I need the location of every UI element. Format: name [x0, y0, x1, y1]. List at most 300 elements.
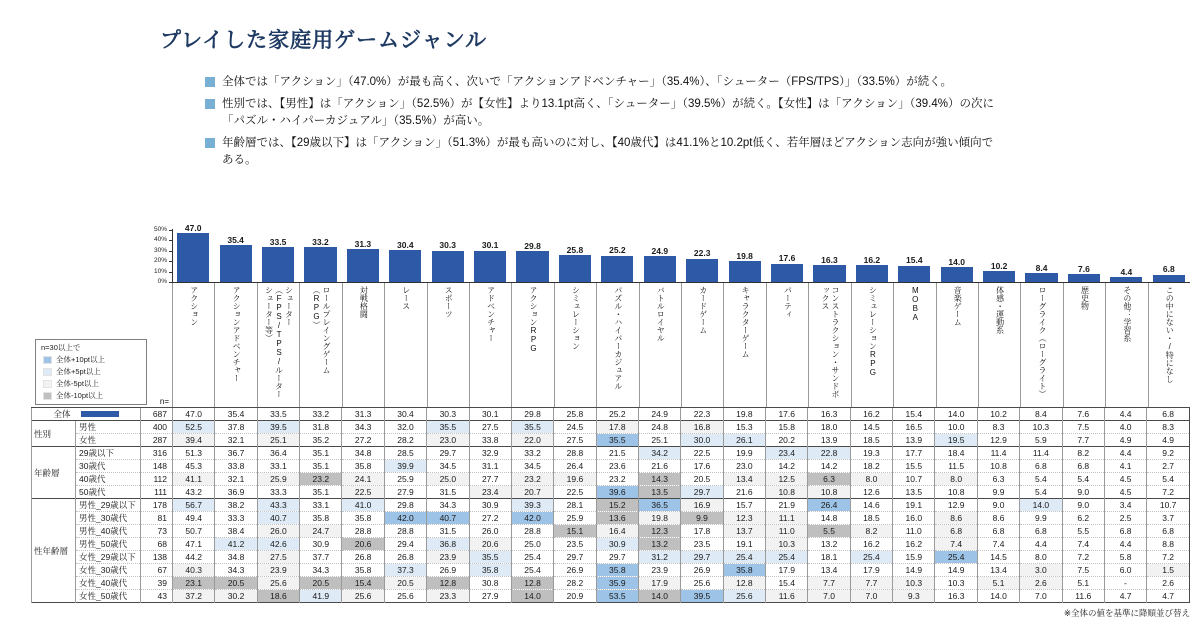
value-cell: 24.5: [554, 421, 596, 434]
n-cell: 111: [141, 486, 173, 499]
table-row: [32, 551, 1190, 564]
value-cell: 17.9: [638, 577, 680, 590]
bar-cell: [214, 220, 256, 283]
value-cell: 29.4: [384, 538, 426, 551]
value-cell: 2.7: [1147, 460, 1190, 473]
value-cell: 23.1: [173, 577, 215, 590]
value-cell: 6.0: [1104, 564, 1146, 577]
value-cell: 34.2: [638, 447, 680, 460]
value-cell: 2.6: [1147, 577, 1190, 590]
value-cell: 19.1: [893, 499, 935, 512]
value-cell: 20.9: [554, 590, 596, 603]
value-cell: 11.4: [977, 447, 1019, 460]
value-cell: 4.4: [1020, 538, 1062, 551]
value-cell: 13.5: [893, 486, 935, 499]
value-cell: 42.0: [511, 512, 553, 525]
value-cell: 12.3: [638, 525, 680, 538]
value-cell: 28.2: [554, 577, 596, 590]
value-cell: 16.8: [681, 421, 723, 434]
value-cell: 34.3: [215, 564, 257, 577]
bar: [262, 247, 294, 282]
value-cell: 5.4: [1147, 473, 1190, 486]
value-cell: 26.0: [257, 525, 299, 538]
bar-value-label: 19.8: [736, 250, 753, 261]
value-cell: 2.5: [1104, 512, 1146, 525]
bar-value-label: 33.5: [269, 236, 287, 247]
segment-label-cell: 30歳代: [76, 460, 141, 473]
bar-value-label: 30.4: [397, 239, 414, 250]
value-cell: 4.9: [1147, 434, 1190, 447]
table-row: [32, 590, 1190, 603]
value-cell: 5.8: [1104, 551, 1146, 564]
value-cell: 35.8: [300, 512, 342, 525]
bar-cell: [936, 220, 978, 283]
value-cell: 50.7: [173, 525, 215, 538]
value-cell: 11.4: [1020, 447, 1062, 460]
value-cell: 36.8: [427, 538, 469, 551]
value-cell: 11.0: [766, 525, 808, 538]
category-cell: [554, 283, 596, 407]
n-cell: 68: [141, 538, 173, 551]
bar-value-label: 31.3: [354, 238, 372, 249]
bar-value-label: 47.0: [184, 222, 202, 233]
value-cell: 25.4: [850, 551, 892, 564]
value-cell: 35.1: [300, 460, 342, 473]
value-cell: 4.4: [1104, 538, 1146, 551]
value-cell: 14.9: [893, 564, 935, 577]
breakdown-table: [31, 407, 1190, 603]
value-cell: 26.1: [723, 434, 765, 447]
bar-value-label: 22.3: [693, 248, 711, 259]
bar: [177, 233, 209, 282]
value-cell: 10.8: [977, 460, 1019, 473]
category-left-area: [31, 283, 172, 407]
bar-cell: [596, 220, 638, 283]
value-cell: 7.5: [1062, 421, 1104, 434]
value-cell: 29.7: [427, 447, 469, 460]
bullet-square-icon: [205, 77, 215, 87]
y-axis-line: [172, 229, 173, 282]
value-cell: 30.8: [469, 577, 511, 590]
value-cell: 33.8: [215, 460, 257, 473]
value-cell: 4.7: [1104, 590, 1146, 603]
value-cell: 40.7: [427, 512, 469, 525]
value-cell: 7.4: [977, 538, 1019, 551]
legend-item-label: 全体+5pt以上: [56, 367, 101, 376]
page-title: プレイした家庭用ゲームジャンル: [160, 29, 488, 52]
value-cell: 26.8: [384, 551, 426, 564]
value-cell: 14.2: [766, 460, 808, 473]
value-cell: 37.2: [173, 590, 215, 603]
value-cell: 35.8: [469, 564, 511, 577]
n-cell: 148: [141, 460, 173, 473]
category-cell: [384, 283, 426, 407]
bar-value-label: 4.4: [1120, 266, 1133, 277]
value-cell: 33.1: [257, 460, 299, 473]
bar: [686, 259, 718, 282]
value-cell: 9.3: [893, 590, 935, 603]
value-cell: 4.7: [1147, 590, 1190, 603]
category-label: レース: [401, 286, 411, 310]
value-cell: 20.7: [511, 486, 553, 499]
value-cell: 8.0: [935, 473, 977, 486]
value-cell: 25.4: [511, 551, 553, 564]
legend-item-label: 全体-5pt以上: [56, 379, 99, 388]
value-cell: 25.1: [638, 434, 680, 447]
value-cell: 45.3: [173, 460, 215, 473]
category-label: パーティ: [783, 286, 793, 318]
value-cell: 24.1: [342, 473, 384, 486]
value-cell: 14.0: [511, 590, 553, 603]
bar-cell: [1020, 220, 1062, 283]
value-cell: 15.1: [554, 525, 596, 538]
value-cell: 53.5: [596, 590, 638, 603]
value-cell: 7.2: [1147, 486, 1190, 499]
value-cell: 29.7: [596, 551, 638, 564]
category-cell: [639, 283, 681, 407]
category-cell: [1063, 283, 1105, 407]
value-cell: 9.0: [977, 499, 1019, 512]
segment-label-cell: 男性_29歳以下: [76, 499, 141, 512]
value-cell: 10.8: [766, 486, 808, 499]
value-cell: 8.2: [850, 525, 892, 538]
value-cell: 6.2: [1062, 512, 1104, 525]
n-cell: 687: [141, 408, 173, 421]
bar-cell: [1148, 220, 1190, 283]
value-cell: 5.5: [808, 525, 850, 538]
bar-value-label: 24.9: [651, 245, 669, 256]
category-label: ロールプレイングゲーム（RPG）: [311, 286, 331, 374]
table-row: [32, 564, 1190, 577]
bar-cell: [978, 220, 1020, 283]
n-cell: 43: [141, 590, 173, 603]
value-cell: 25.0: [427, 473, 469, 486]
value-cell: 15.8: [766, 421, 808, 434]
value-cell: 14.6: [850, 499, 892, 512]
value-cell: 14.2: [808, 460, 850, 473]
value-cell: 39.4: [173, 434, 215, 447]
value-cell: 6.3: [977, 473, 1019, 486]
value-cell: 15.3: [723, 421, 765, 434]
category-cell: [469, 283, 511, 407]
bullet-square-icon: [205, 138, 215, 148]
bar: [856, 265, 888, 282]
bar: [898, 266, 930, 282]
value-cell: 23.2: [596, 473, 638, 486]
value-cell: 23.0: [723, 460, 765, 473]
value-cell: 7.2: [1062, 551, 1104, 564]
category-label: バトルロイヤル: [656, 286, 666, 342]
value-cell: 20.6: [342, 538, 384, 551]
bullet-text: 年齢層では、【29歳以下】は「アクション」（51.3%）が最も高いのに対し、【40歳代】は41.1%と10.2pt低く、若年層ほどアクション志向が強い傾向である。: [222, 137, 994, 167]
value-cell: 47.0: [173, 408, 215, 421]
bar: [432, 251, 464, 283]
category-label: シューター（FPS/TPS/ルーターシューター等）: [264, 286, 294, 398]
value-cell: 18.5: [850, 434, 892, 447]
bar: [1025, 273, 1057, 282]
value-cell: 21.6: [723, 486, 765, 499]
bullet-item: [205, 96, 1000, 130]
value-cell: 35.4: [215, 408, 257, 421]
value-cell: 6.8: [935, 525, 977, 538]
value-cell: 26.0: [469, 525, 511, 538]
value-cell: 33.3: [257, 486, 299, 499]
value-cell: 6.8: [1104, 525, 1146, 538]
value-cell: 27.2: [469, 512, 511, 525]
value-cell: 25.8: [554, 408, 596, 421]
value-cell: 14.0: [638, 590, 680, 603]
value-cell: 35.8: [342, 564, 384, 577]
value-cell: 27.2: [342, 434, 384, 447]
value-cell: 27.5: [469, 421, 511, 434]
highlight-legend: [35, 339, 147, 405]
category-label: 歴史物: [1080, 286, 1090, 310]
value-cell: 1.5: [1147, 564, 1190, 577]
n-cell: 316: [141, 447, 173, 460]
value-cell: 10.7: [1147, 499, 1190, 512]
table-row: [32, 460, 1190, 473]
bar: [1153, 275, 1185, 282]
value-cell: 7.4: [1062, 538, 1104, 551]
value-cell: 12.9: [935, 499, 977, 512]
value-cell: 32.1: [215, 473, 257, 486]
table-row: [32, 499, 1190, 512]
value-cell: 25.4: [766, 551, 808, 564]
bullet-text: 全体では「アクション」（47.0%）が最も高く、次いで「アクションアドベンチャー」（35.4%）、「シューター（FPS/TPS）」（33.5%）が続く。: [222, 76, 953, 88]
bar-value-label: 16.2: [863, 254, 881, 265]
category-label: アクションRPG: [529, 286, 539, 353]
value-cell: 9.2: [1147, 447, 1190, 460]
value-cell: 11.1: [766, 512, 808, 525]
value-cell: 5.4: [1062, 473, 1104, 486]
value-cell: 26.8: [342, 551, 384, 564]
legend-item: [41, 390, 141, 401]
value-cell: 38.2: [215, 499, 257, 512]
value-cell: 12.6: [850, 486, 892, 499]
value-cell: 15.4: [342, 577, 384, 590]
value-cell: 7.0: [1020, 590, 1062, 603]
value-cell: 25.4: [723, 551, 765, 564]
value-cell: 17.8: [681, 525, 723, 538]
value-cell: 36.4: [257, 447, 299, 460]
category-label: この中にない・/特になし: [1165, 286, 1175, 383]
legend-item: [41, 378, 141, 389]
value-cell: 10.0: [935, 421, 977, 434]
value-cell: 19.1: [723, 538, 765, 551]
value-cell: 4.4: [1104, 447, 1146, 460]
value-cell: 4.1: [1104, 460, 1146, 473]
bar-value-label: 30.1: [481, 240, 499, 251]
group-label-cell: 性別: [32, 421, 76, 447]
value-cell: 21.5: [596, 447, 638, 460]
value-cell: 35.5: [511, 421, 553, 434]
value-cell: 10.3: [893, 577, 935, 590]
legend-color-swatch: [43, 380, 52, 388]
legend-title: n=30以上で: [41, 343, 81, 352]
value-cell: 26.9: [427, 564, 469, 577]
value-cell: 27.9: [469, 590, 511, 603]
value-cell: 10.7: [893, 473, 935, 486]
value-cell: 15.2: [596, 499, 638, 512]
value-cell: 16.0: [893, 512, 935, 525]
value-cell: 16.4: [596, 525, 638, 538]
value-cell: 39.6: [596, 486, 638, 499]
value-cell: 27.7: [469, 473, 511, 486]
value-cell: 5.5: [1062, 525, 1104, 538]
category-label: 体感・運動系: [995, 286, 1005, 334]
category-cell: [766, 283, 808, 407]
value-cell: 39.3: [511, 499, 553, 512]
value-cell: 33.3: [215, 512, 257, 525]
value-cell: 22.8: [808, 447, 850, 460]
value-cell: 34.8: [342, 447, 384, 460]
value-cell: 32.9: [469, 447, 511, 460]
bar-cell: [639, 220, 681, 283]
value-cell: 20.5: [300, 577, 342, 590]
category-cell: [851, 283, 893, 407]
value-cell: 28.8: [384, 525, 426, 538]
overall-label: 全体: [53, 409, 71, 419]
category-label: コンストラクション・サンドボックス: [820, 286, 840, 398]
value-cell: 31.1: [469, 460, 511, 473]
value-cell: 35.8: [342, 460, 384, 473]
value-cell: 35.5: [596, 434, 638, 447]
value-cell: 25.6: [342, 590, 384, 603]
value-cell: 38.4: [215, 525, 257, 538]
value-cell: 33.5: [257, 408, 299, 421]
value-cell: 7.0: [850, 590, 892, 603]
value-cell: 49.4: [173, 512, 215, 525]
bar-value-label: 29.8: [524, 240, 541, 251]
table-row: [32, 434, 1190, 447]
value-cell: 7.2: [1147, 551, 1190, 564]
value-cell: 29.7: [681, 486, 723, 499]
bar: [941, 267, 973, 282]
value-cell: 6.3: [808, 473, 850, 486]
value-cell: 40.7: [257, 512, 299, 525]
bar-cell: [681, 220, 723, 283]
value-cell: 34.3: [342, 421, 384, 434]
category-cell: [808, 283, 850, 407]
value-cell: 18.1: [808, 551, 850, 564]
y-tick-label: 30%: [153, 246, 167, 254]
bar-cell: [808, 220, 850, 283]
value-cell: 7.7: [1062, 434, 1104, 447]
legend-items: [41, 354, 141, 401]
value-cell: 5.1: [977, 577, 1019, 590]
category-label: パズル・ハイパーカジュアル: [613, 286, 623, 390]
value-cell: 10.8: [935, 486, 977, 499]
bar: [220, 245, 252, 282]
value-cell: 42.6: [257, 538, 299, 551]
value-cell: 13.4: [977, 564, 1019, 577]
n-cell: 138: [141, 551, 173, 564]
value-cell: 18.0: [808, 421, 850, 434]
value-cell: 24.9: [638, 408, 680, 421]
value-cell: 9.0: [1062, 499, 1104, 512]
value-cell: 13.9: [893, 434, 935, 447]
value-cell: 7.7: [808, 577, 850, 590]
value-cell: 18.4: [935, 447, 977, 460]
value-cell: 34.3: [300, 564, 342, 577]
value-cell: 6.8: [977, 525, 1019, 538]
bar-value-label: 14.0: [948, 256, 965, 267]
category-cell: [936, 283, 978, 407]
value-cell: 23.9: [638, 564, 680, 577]
bar-value-label: 35.4: [227, 234, 244, 245]
value-cell: 30.9: [596, 538, 638, 551]
value-cell: 2.6: [1020, 577, 1062, 590]
value-cell: 11.0: [893, 525, 935, 538]
segment-label-cell: 男性_50歳代: [76, 538, 141, 551]
bar-cell: [299, 220, 341, 283]
category-label: シミュレーションRPG: [868, 286, 878, 377]
value-cell: 34.8: [215, 551, 257, 564]
category-cell: [511, 283, 553, 407]
bar-cell: [1105, 220, 1147, 283]
value-cell: 25.6: [681, 577, 723, 590]
legend-item-label: 全体-10pt以上: [56, 391, 104, 400]
value-cell: 31.5: [427, 525, 469, 538]
value-cell: 10.8: [808, 486, 850, 499]
value-cell: 12.9: [977, 434, 1019, 447]
value-cell: 28.5: [384, 447, 426, 460]
value-cell: 8.2: [1062, 447, 1104, 460]
bar: [729, 261, 761, 282]
value-cell: 14.5: [850, 421, 892, 434]
value-cell: 11.5: [935, 460, 977, 473]
value-cell: 25.0: [511, 538, 553, 551]
bar-value-label: 25.2: [609, 245, 626, 256]
value-cell: 4.5: [1104, 486, 1146, 499]
value-cell: 13.4: [723, 473, 765, 486]
value-cell: 16.2: [850, 408, 892, 421]
value-cell: 43.3: [257, 499, 299, 512]
value-cell: 29.7: [681, 551, 723, 564]
table-row: [32, 473, 1190, 486]
n-cell: 81: [141, 512, 173, 525]
value-cell: 13.5: [638, 486, 680, 499]
chart-left-spacer: [31, 220, 140, 283]
value-cell: 16.9: [681, 499, 723, 512]
n-cell: 73: [141, 525, 173, 538]
bar-value-label: 17.6: [778, 253, 796, 264]
value-cell: 12.8: [427, 577, 469, 590]
value-cell: 23.4: [469, 486, 511, 499]
value-cell: 8.3: [977, 421, 1019, 434]
legend-color-swatch: [43, 392, 52, 400]
value-cell: 8.6: [977, 512, 1019, 525]
value-cell: 40.3: [173, 564, 215, 577]
value-cell: 15.5: [893, 460, 935, 473]
category-label: 対戦格闘: [359, 286, 369, 318]
value-cell: 41.1: [173, 473, 215, 486]
value-cell: 33.2: [511, 447, 553, 460]
bar: [304, 247, 336, 282]
value-cell: 29.7: [554, 551, 596, 564]
value-cell: 19.5: [935, 434, 977, 447]
value-cell: 25.9: [257, 473, 299, 486]
value-cell: 14.0: [935, 408, 977, 421]
value-cell: 35.5: [469, 551, 511, 564]
value-cell: 33.1: [300, 499, 342, 512]
value-cell: 33.8: [469, 434, 511, 447]
value-cell: 19.6: [554, 473, 596, 486]
value-cell: 12.3: [723, 512, 765, 525]
overall-bar-swatch: [81, 411, 119, 417]
value-cell: 44.2: [173, 551, 215, 564]
overall-label-wrap: [32, 408, 140, 420]
